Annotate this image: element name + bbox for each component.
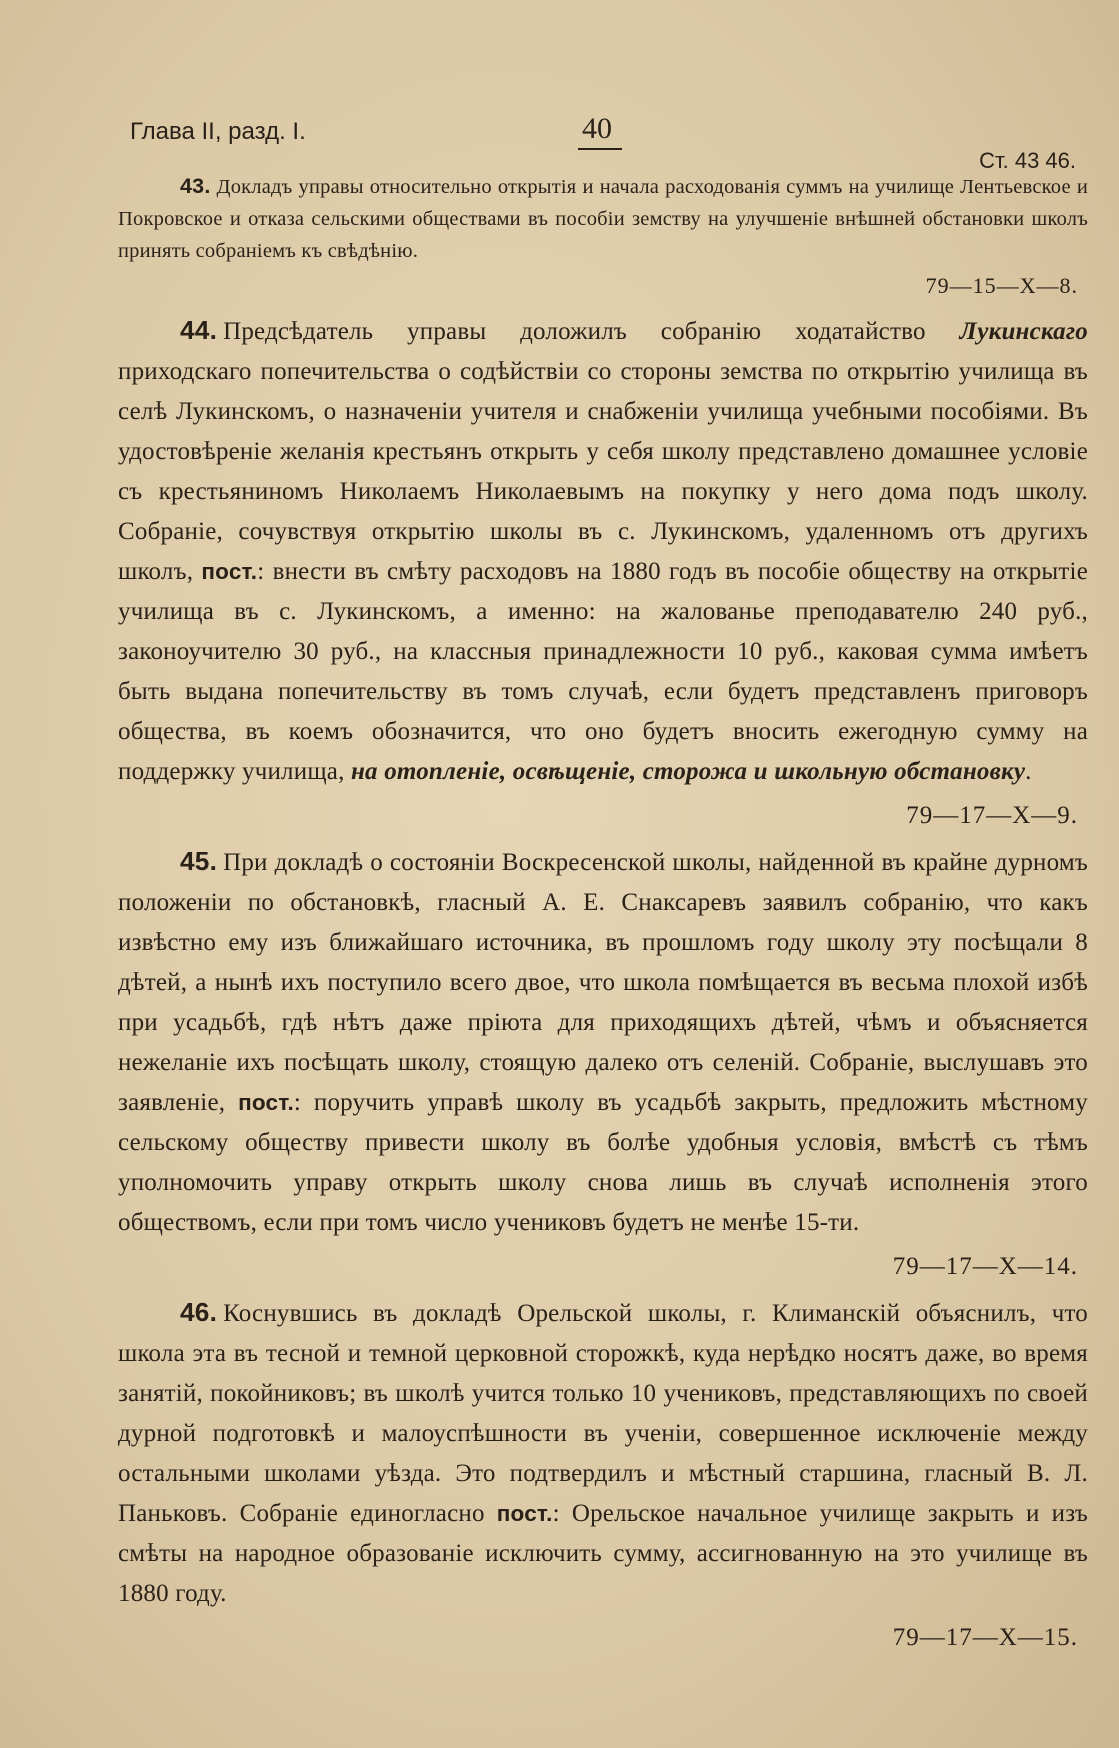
paragraph-text: : Орельское начальное училище закрыть и изъ смѣты на народное образованіе исключить сумму, ассигнованную на это училище въ 1880 году. [118, 1500, 1089, 1608]
journal-reference: 79—17—X—15. [892, 1624, 1078, 1652]
chapter-heading: Глава II, разд. I. [130, 118, 306, 145]
italic-emphasis: Лукинскаго [959, 318, 1089, 346]
journal-reference: 79—17—X—9. [906, 802, 1078, 830]
paragraph-text: Докладъ управы относительно открытія и начала расходованія суммъ на училище Лентьевское и Покровское и отказа сельскими обществами въ пособіи земству на улучшеніе внѣшней обстановки школъ принять собраніемъ къ свѣдѣнію. [118, 176, 1088, 262]
page-number-rule [578, 148, 622, 150]
paragraph-number: 45. [180, 846, 218, 877]
paragraph-text: : поручить управѣ школу въ усадьбѣ закрыть, предложить мѣстному сельскому обществу привести школу въ болѣе удобныя условія, вмѣстѣ съ тѣмъ уполномочить управу открыть школу снова лишь въ случаѣ исполненія этого обществомъ, если при томъ число учениковъ будетъ не менѣе 15-ти. [118, 1089, 1088, 1237]
resolution-marker: пост. [201, 559, 258, 585]
paragraph-45 [118, 840, 1088, 1243]
journal-reference: 79—15—X—8. [925, 273, 1078, 299]
paragraph-text: При докладѣ о состояніи Воскресенской школы, найденной въ крайне дурномъ положеніи по обстановкѣ, гласный А. Е. Снаксаревъ заявилъ собранію, что какъ извѣстно ему изъ ближайшаго источника, въ прошломъ году школу эту посѣщали 8 дѣтей, а нынѣ ихъ поступило всего двое, что школа помѣщается въ весьма плохой избѣ при усадьбѣ, гдѣ нѣтъ даже пріюта для приходящихъ дѣтей, чѣмъ и объясняется нежеланіе ихъ посѣщать школу, стоящую далеко отъ селеній. Собраніе, выслушавъ это заявленіе, [118, 849, 1088, 1117]
articles-range: Ст. 43 46. [979, 148, 1076, 173]
resolution-marker: пост. [238, 1090, 294, 1116]
journal-reference: 79—17—X—14. [892, 1253, 1078, 1281]
paragraph-text: Предсѣдатель управы доложилъ собранію ходатайство [223, 318, 926, 346]
paragraph-text: приходскаго попечительства о содѣйствіи со стороны земства по открытію училища въ селѣ Лукинскомъ, о назначеніи учителя и снабженіи училища учебными пособіями. Въ удостовѣреніе желанія крестьянъ открыть у себя школу представлено домашнее условіе съ крестьяниномъ Николаемъ Николаевымъ на покупку у него дома подъ школу. Собраніе, сочувствуя открытію школы въ с. Лукинскомъ, удаленномъ отъ другихъ школъ, [118, 358, 1088, 586]
page-number: 40 [582, 112, 612, 145]
paragraph-number: 44. [180, 315, 218, 346]
paragraph-text: Коснувшись въ докладѣ Орельской школы, г. Климанскій объяснилъ, что школа эта въ тесной и темной церковной сторожкѣ, куда нерѣдко носятъ даже, во время занятій, покойниковъ; въ школѣ учится только 10 учениковъ, представляющихъ по своей дурной подготовкѣ и малоуспѣшности въ ученіи, совершенное исключеніе между остальными школами уѣзда. Это подтвердилъ и мѣстный старшина, гласный В. Л. Паньковъ. Собраніе единогласно [118, 1300, 1088, 1528]
resolution-marker: пост. [496, 1501, 553, 1527]
paragraph-text: . [1025, 758, 1032, 786]
italic-emphasis: на отопленіе, освѣщеніе, сторожа и школьную обстановку [350, 758, 1026, 786]
page-header [130, 112, 1090, 173]
body-text [118, 170, 1088, 1662]
paragraph-43 [118, 170, 1088, 267]
paragraph-46 [118, 1291, 1088, 1614]
paragraph-number: 43. [180, 174, 211, 198]
paragraph-44 [118, 309, 1088, 792]
paragraph-text: : внести въ смѣту расходовъ на 1880 годъ въ пособіе обществу на открытіе училища въ с. Лукинскомъ, а именно: на жалованье преподавателю 240 руб., законоучителю 30 руб., на классныя принадлежности 10 руб., каковая сумма имѣетъ быть выдана попечительству въ томъ случаѣ, если будетъ представленъ приговоръ общества, въ коемъ обозначится, что оно будетъ вносить ежегодную сумму на поддержку училища, [118, 558, 1088, 786]
paragraph-number: 46. [180, 1297, 218, 1328]
